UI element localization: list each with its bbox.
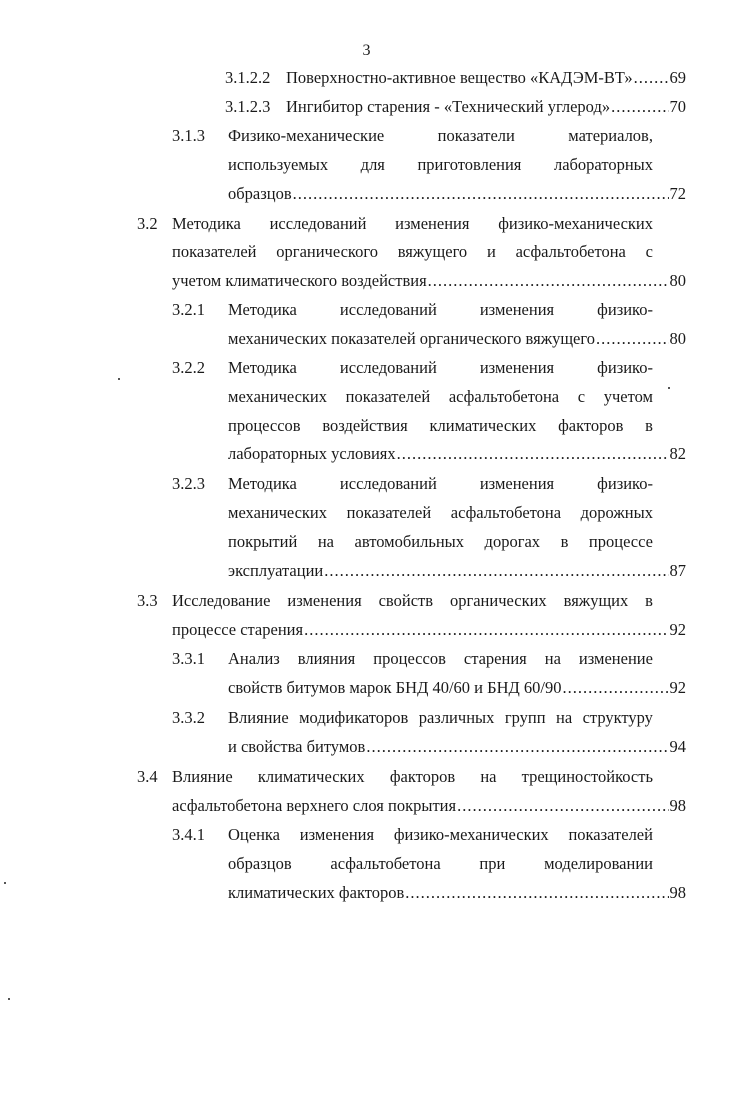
toc-entry-3-2-line2[interactable] [172, 241, 653, 263]
word: асфальтобетона [450, 503, 562, 522]
word: физико- [597, 474, 653, 493]
toc-number: 3.3.1 [172, 649, 205, 668]
word: в [560, 532, 569, 551]
word: вяжущего [397, 242, 468, 261]
toc-number: 3.3.2 [172, 708, 205, 727]
word: Исследование [172, 591, 271, 610]
word: на [555, 708, 573, 727]
word: Оценка [228, 825, 280, 844]
word: и [486, 242, 496, 261]
toc-number: 3.2.1 [172, 300, 205, 319]
word: изменения [479, 358, 555, 377]
toc-page: 70 [669, 97, 686, 116]
word: показателей [345, 387, 431, 406]
toc-number: 3.2.2 [172, 358, 205, 377]
toc-entry-3-4-1-line1[interactable] [228, 824, 653, 846]
word: дорогах [484, 532, 541, 551]
word: с [577, 387, 586, 406]
toc-page: 82 [669, 444, 686, 463]
word: физико-механических [393, 825, 549, 844]
word: процессов [228, 416, 301, 435]
word: модификаторов [299, 708, 409, 727]
toc-number: 3.4 [137, 767, 158, 786]
toc-title: климатических факторов [228, 883, 405, 902]
toc-entry-3-4-line2[interactable] [172, 795, 686, 817]
dot-leader [366, 736, 668, 758]
toc-number: 3.1.3 [172, 126, 205, 145]
toc-entry-3-1-3-line2[interactable] [228, 154, 653, 176]
word: физико- [597, 300, 653, 319]
toc-title: лабораторных условиях [228, 444, 396, 463]
toc-entry-3-2-line3[interactable] [172, 270, 686, 292]
dot-leader [428, 270, 669, 292]
word: процессе [588, 532, 653, 551]
word: дорожных [580, 503, 653, 522]
word: трещиностойкость [521, 767, 653, 786]
toc-page: 98 [669, 796, 686, 815]
toc-entry-3-2-3-line1[interactable] [228, 473, 653, 495]
toc-entry-3-1-2-2[interactable] [286, 67, 686, 89]
word: органических [449, 591, 547, 610]
word: различных [418, 708, 495, 727]
toc-title: образцов [228, 184, 292, 203]
toc-title: асфальтобетона верхнего слоя покрытия [172, 796, 457, 815]
word: старения [463, 649, 527, 668]
word: лабораторных [553, 155, 653, 174]
toc-entry-3-2-2-line2[interactable] [228, 386, 653, 408]
word: асфальтобетона [330, 854, 441, 873]
toc-page: 69 [669, 68, 686, 87]
word: автомобильных [354, 532, 465, 551]
word: свойств [378, 591, 434, 610]
scan-speck [4, 882, 6, 884]
word: климатических [257, 767, 365, 786]
word: органического [276, 242, 378, 261]
word: приготовления [417, 155, 522, 174]
word: при [479, 854, 506, 873]
toc-page: 94 [669, 737, 686, 756]
scan-speck [8, 998, 10, 1000]
word: на [544, 649, 561, 668]
toc-entry-3-1-3-line1[interactable] [228, 125, 653, 147]
toc-number: 3.4.1 [172, 825, 205, 844]
word: изменения [395, 214, 470, 233]
word: показателей [172, 242, 257, 261]
word: изменение [578, 649, 653, 668]
toc-entry-3-2-2-line1[interactable] [228, 357, 653, 379]
scan-speck [668, 387, 670, 389]
word: материалов, [568, 126, 653, 145]
toc-page: 72 [669, 184, 686, 203]
word: образцов [228, 854, 292, 873]
toc-page: 80 [669, 329, 686, 348]
word: моделировании [544, 854, 653, 873]
dot-leader [634, 67, 669, 89]
word: Анализ [228, 649, 280, 668]
word: исследований [339, 300, 437, 319]
word: изменения [479, 300, 555, 319]
word: в [645, 591, 653, 610]
word: исследований [339, 358, 437, 377]
toc-number: 3.1.2.3 [225, 97, 271, 116]
toc-title: Ингибитор старения - «Технический углерод» [286, 97, 611, 116]
toc-entry-3-2-1-line2[interactable] [228, 328, 686, 350]
toc-title: учетом климатического воздействия [172, 271, 427, 290]
toc-number: 3.1.2.2 [225, 68, 271, 87]
word: процессов [373, 649, 446, 668]
dot-leader [457, 795, 668, 817]
dot-leader [562, 677, 668, 699]
word: с [645, 242, 653, 261]
toc-entry-3-3-line1[interactable] [172, 590, 653, 612]
toc-title: Поверхностно-активное вещество «КАДЭМ-ВТ» [286, 68, 633, 87]
word: на [317, 532, 334, 551]
toc-title: эксплуатации [228, 561, 324, 580]
toc-entry-3-3-2-line2[interactable] [228, 736, 686, 758]
toc-title: механических показателей органического вяжущего [228, 329, 595, 348]
toc-page: 92 [669, 678, 686, 697]
toc-entry-3-1-2-3[interactable] [286, 96, 686, 118]
word: факторов [389, 767, 456, 786]
dot-leader [304, 619, 668, 641]
word: для [360, 155, 385, 174]
toc-number: 3.2 [137, 214, 158, 233]
word: физико-механических [498, 214, 653, 233]
scan-speck [118, 378, 120, 380]
word: изменения [287, 591, 362, 610]
page-number: 3 [362, 42, 371, 59]
toc-entry-3-2-2-line4[interactable] [228, 443, 686, 465]
word: Влияние [228, 708, 289, 727]
toc-entry-3-2-1-line1[interactable] [228, 299, 653, 321]
toc-page: 92 [669, 620, 686, 639]
toc-entry-3-3-1-line1[interactable] [228, 648, 653, 670]
toc-entry-3-2-2-line3[interactable] [228, 415, 653, 437]
dot-leader [596, 328, 669, 350]
toc-entry-3-4-1-line2[interactable] [228, 853, 653, 875]
word: физико- [597, 358, 653, 377]
word: Влияние [172, 767, 233, 786]
word: Методика [228, 474, 297, 493]
word: используемых [228, 155, 329, 174]
word: в [645, 416, 653, 435]
toc-page: 80 [669, 271, 686, 290]
word: структуру [582, 708, 653, 727]
word: Методика [228, 358, 297, 377]
toc-entry-3-2-3-line3[interactable] [228, 531, 653, 553]
dot-leader [293, 183, 669, 205]
toc-entry-3-4-line1[interactable] [172, 766, 653, 788]
toc-entry-3-3-1-line2[interactable] [228, 677, 686, 699]
word: покрытий [228, 532, 298, 551]
word: показатели [437, 126, 515, 145]
toc-title: свойств битумов марок БНД 40/60 и БНД 60/90 [228, 678, 562, 697]
word: асфальтобетона [448, 387, 560, 406]
toc-entry-3-1-3-line3[interactable] [228, 183, 686, 205]
toc-entry-3-2-line1[interactable] [172, 213, 653, 235]
word: механических [228, 503, 328, 522]
word: воздействия [322, 416, 408, 435]
toc-number: 3.3 [137, 591, 158, 610]
word: Методика [228, 300, 297, 319]
word: групп [504, 708, 546, 727]
toc-entry-3-3-line2[interactable] [172, 619, 686, 641]
dot-leader [611, 96, 668, 118]
toc-title: процессе старения [172, 620, 304, 639]
word: влияния [297, 649, 356, 668]
dot-leader [405, 882, 668, 904]
toc-entry-3-2-3-line2[interactable] [228, 502, 653, 524]
word: показателей [346, 503, 432, 522]
word: исследований [339, 474, 437, 493]
word: асфальтобетона [515, 242, 626, 261]
word: изменения [479, 474, 555, 493]
word: Физико-механические [228, 126, 385, 145]
toc-number: 3.2.3 [172, 474, 205, 493]
word: на [480, 767, 497, 786]
word: показателей [568, 825, 653, 844]
toc-page: 98 [669, 883, 686, 902]
word: климатических [429, 416, 537, 435]
word: изменения [299, 825, 375, 844]
word: учетом [603, 387, 653, 406]
dot-leader [397, 443, 669, 465]
toc-page: 87 [669, 561, 686, 580]
dot-leader [324, 560, 668, 582]
word: вяжущих [563, 591, 629, 610]
toc-entry-3-2-3-line4[interactable] [228, 560, 686, 582]
toc-entry-3-4-1-line3[interactable] [228, 882, 686, 904]
word: Методика [172, 214, 241, 233]
word: исследований [269, 214, 367, 233]
word: факторов [558, 416, 624, 435]
word: механических [228, 387, 328, 406]
toc-title: и свойства битумов [228, 737, 366, 756]
toc-entry-3-3-2-line1[interactable] [228, 707, 653, 729]
